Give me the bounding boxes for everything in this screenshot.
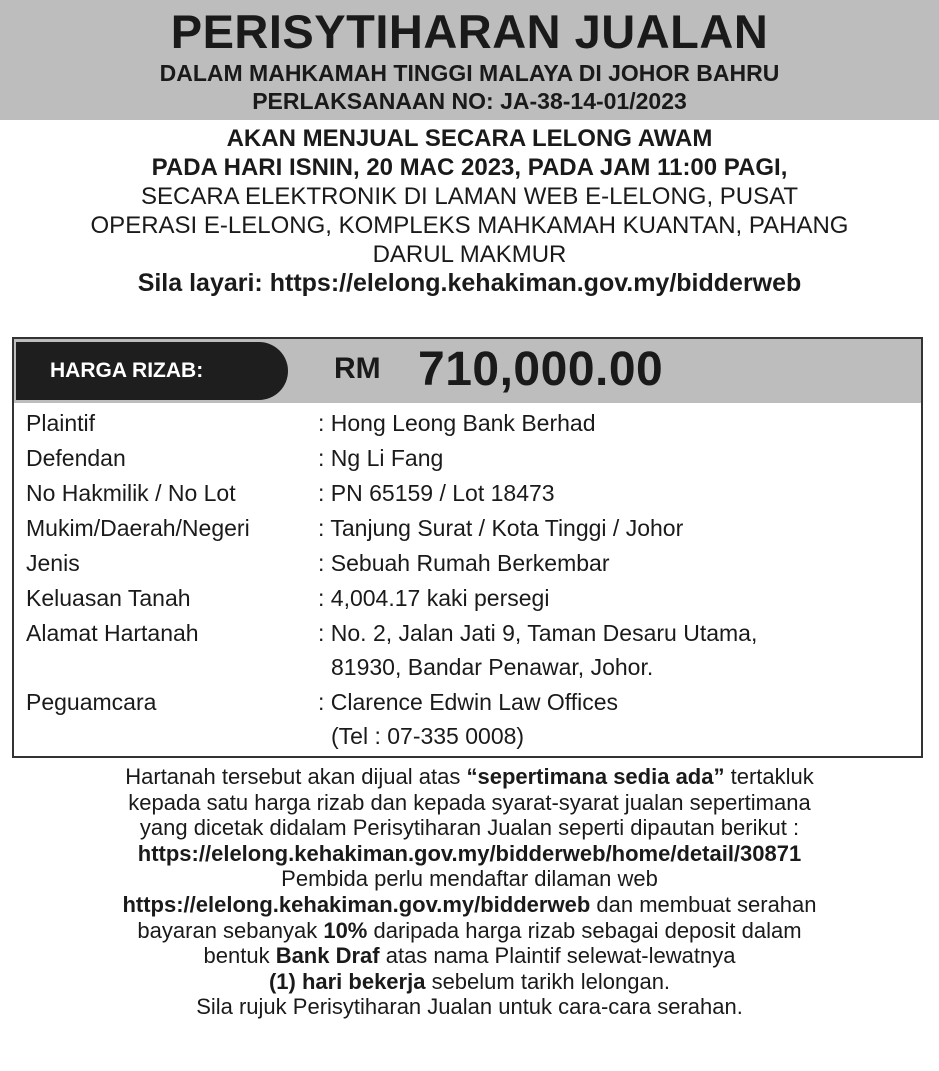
as-is-text: “sepertimana sedia ada” <box>466 764 725 789</box>
detail-value: : 4,004.17 kaki persegi <box>318 585 550 611</box>
notice-text: Hartanah tersebut akan dijual atas <box>125 764 467 789</box>
reserve-amount: 710,000.00 <box>418 343 664 396</box>
deposit-percent: 10% <box>323 917 368 943</box>
working-day-text: (1) hari bekerja <box>268 968 426 994</box>
notice-text: bentuk <box>203 943 276 969</box>
detail-label: Keluasan Tanah <box>26 585 191 611</box>
sale-detail-link[interactable]: https://elelong.kehakiman.gov.my/bidderweb/home/detail/30871 <box>137 840 802 866</box>
detail-label: No Hakmilik / No Lot <box>26 480 236 506</box>
sale-notice <box>0 764 939 1020</box>
reserve-price-bar <box>14 339 921 403</box>
detail-label: Jenis <box>26 550 80 576</box>
reserve-currency: RM <box>334 352 381 385</box>
property-details-box <box>12 337 923 758</box>
page-title: PERISYTIHARAN JUALAN <box>170 5 769 58</box>
auction-date-line: PADA HARI ISNIN, 20 MAC 2023, PADA JAM 11:00 PAGI, <box>151 154 788 181</box>
bank-draft-text: Bank Draf <box>275 943 380 969</box>
notice-text: tertakluk <box>724 764 814 789</box>
notice-line-6 <box>0 892 939 918</box>
auction-line-1: AKAN MENJUAL SECARA LELONG AWAM <box>226 125 713 152</box>
notice-line-4 <box>0 841 939 867</box>
detail-label: Mukim/Daerah/Negeri <box>26 515 250 541</box>
detail-value: : Tanjung Surat / Kota Tinggi / Johor <box>318 515 684 541</box>
reserve-price-label: HARGA RIZAB: <box>16 342 288 400</box>
detail-label: Peguamcara <box>26 689 157 715</box>
notice-text: daripada harga rizab sebagai deposit dalam <box>367 917 802 943</box>
notice-line-2: kepada satu harga rizab dan kepada syarat-syarat jualan sepertimana <box>128 789 811 815</box>
bidder-web-link[interactable]: https://elelong.kehakiman.gov.my/bidderweb <box>269 269 802 297</box>
notice-text: dan membuat serahan <box>590 891 817 917</box>
auction-line-4: OPERASI E-LELONG, KOMPLEKS MAHKAMAH KUANTAN, PAHANG <box>90 212 849 239</box>
detail-label: Plaintif <box>26 410 96 436</box>
visit-label: Sila layari: <box>137 269 263 297</box>
notice-line-3: yang dicetak didalam Perisytiharan Jualan seperti dipautan berikut : <box>139 815 800 841</box>
detail-value: : Sebuah Rumah Berkembar <box>318 550 610 576</box>
execution-number: PERLAKSANAAN NO: JA-38-14-01/2023 <box>252 88 687 114</box>
notice-line-7 <box>0 918 939 944</box>
notice-text: sebelum tarikh lelongan. <box>425 968 671 994</box>
notice-text: bayaran sebanyak <box>137 917 324 943</box>
detail-value: : Hong Leong Bank Berhad <box>318 410 596 436</box>
detail-value-cont: (Tel : 07-335 0008) <box>331 723 525 749</box>
detail-label: Alamat Hartanah <box>26 620 199 646</box>
court-name: DALAM MAHKAMAH TINGGI MALAYA DI JOHOR BAHRU <box>159 60 780 86</box>
bidder-register-link[interactable]: https://elelong.kehakiman.gov.my/bidderweb <box>122 891 591 917</box>
detail-value: : Ng Li Fang <box>318 445 444 471</box>
detail-value: : PN 65159 / Lot 18473 <box>318 480 555 506</box>
detail-label: Defendan <box>26 445 126 471</box>
detail-value-cont: 81930, Bandar Penawar, Johor. <box>331 654 654 680</box>
detail-value: : Clarence Edwin Law Offices <box>318 689 618 715</box>
notice-line-1 <box>0 764 939 790</box>
visit-line <box>0 269 939 298</box>
notice-line-8 <box>0 943 939 969</box>
notice-line-10: Sila rujuk Perisytiharan Jualan untuk cara-cara serahan. <box>196 994 743 1020</box>
auction-info <box>0 124 939 298</box>
detail-value: : No. 2, Jalan Jati 9, Taman Desaru Utama, <box>318 620 758 646</box>
auction-line-3: SECARA ELEKTRONIK DI LAMAN WEB E-LELONG, PUSAT <box>140 183 799 210</box>
notice-line-9 <box>0 969 939 995</box>
auction-line-5: DARUL MAKMUR <box>372 241 567 268</box>
notice-line-5: Pembida perlu mendaftar dilaman web <box>281 866 658 892</box>
notice-text: atas nama Plaintif selewat-lewatnya <box>379 943 736 969</box>
header-banner <box>0 0 939 120</box>
